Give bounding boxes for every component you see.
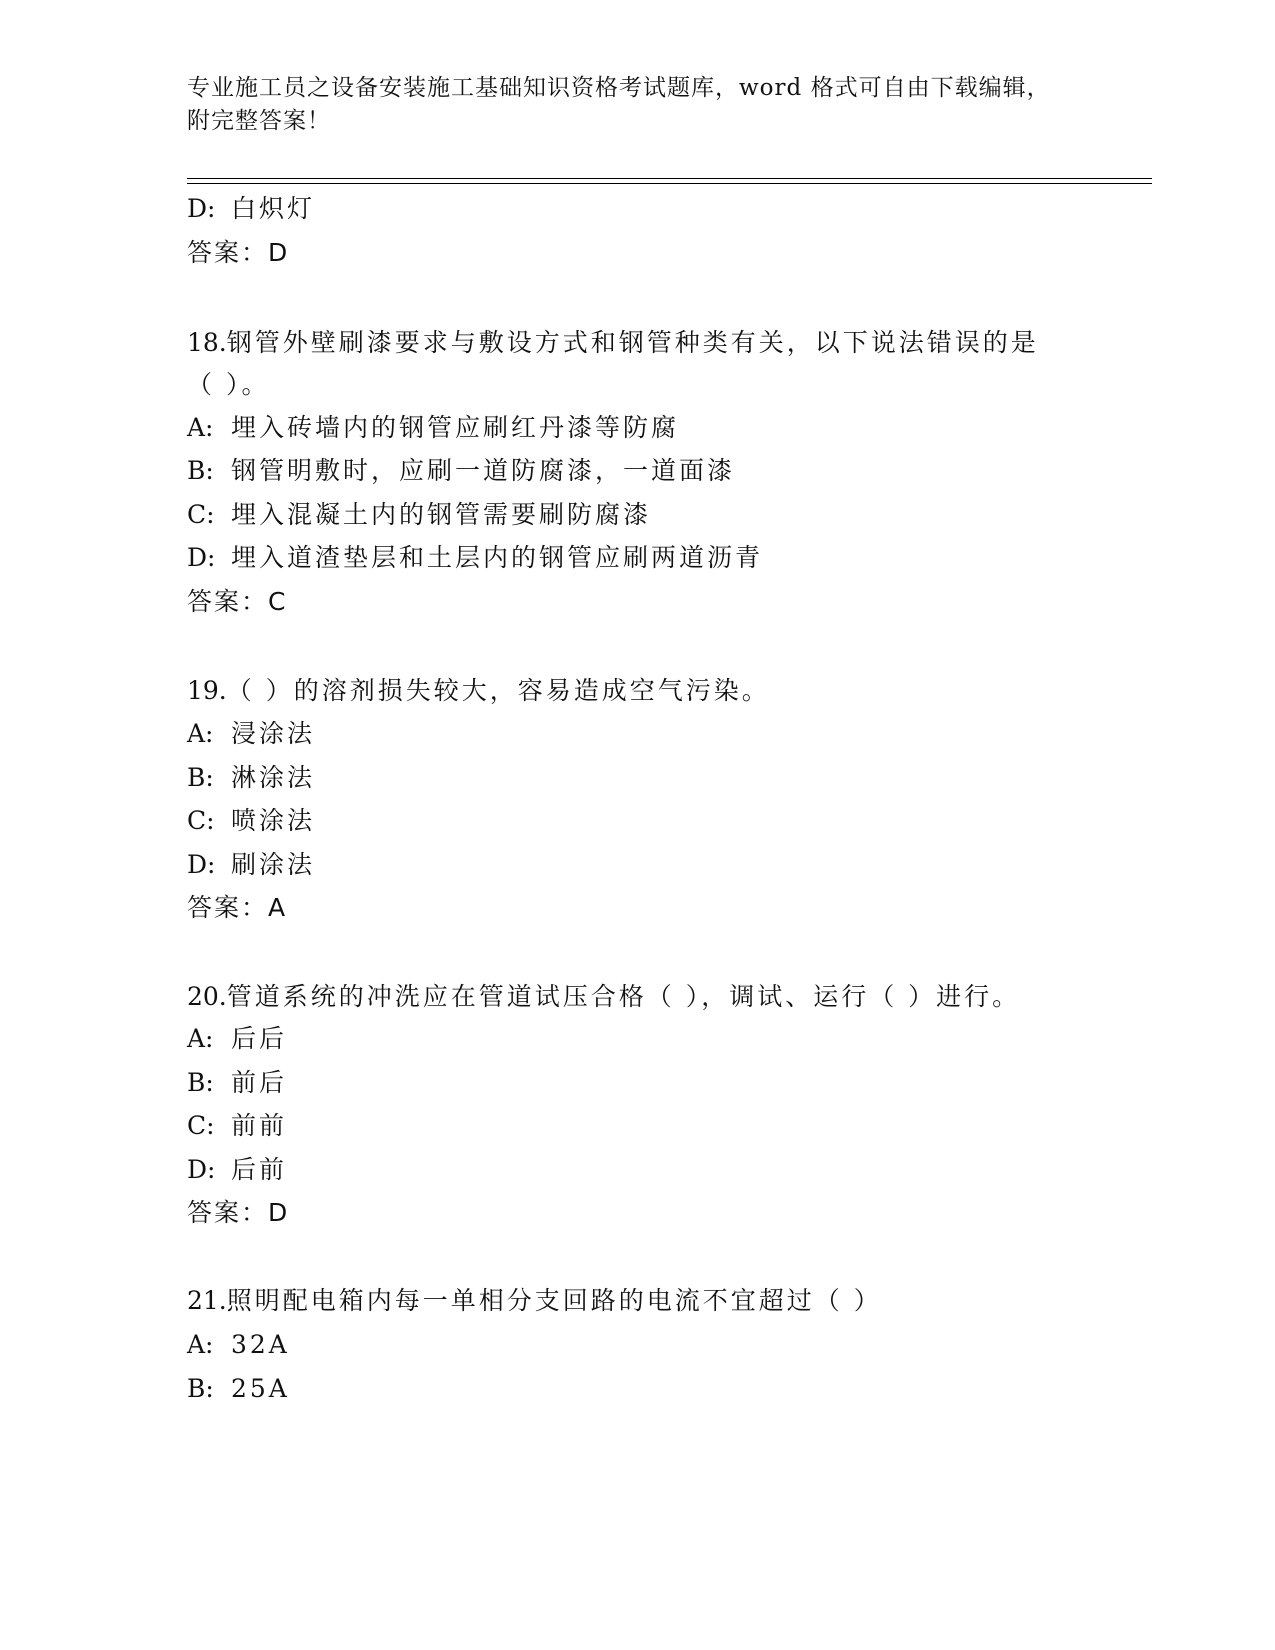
option-letter: A: xyxy=(187,413,214,442)
question-20-option-b xyxy=(187,1067,287,1099)
option-letter: D: xyxy=(187,194,216,223)
question-18-option-c xyxy=(187,499,651,531)
option-letter: A: xyxy=(187,1330,214,1359)
option-letter: B: xyxy=(187,456,214,485)
question-18-stem-cont: （ ）。 xyxy=(187,370,270,399)
option-letter: B: xyxy=(187,763,214,792)
question-20-option-a xyxy=(187,1023,287,1055)
question-19-stem xyxy=(187,675,770,707)
question-19-answer: 答案：A xyxy=(187,893,288,922)
question-20-stem xyxy=(187,981,1020,1013)
question-19-option-a xyxy=(187,718,315,750)
question-19-option-c xyxy=(187,805,315,837)
question-18-option-d xyxy=(187,542,763,574)
question-text: 照明配电箱内每一单相分支回路的电流不宜超过（ ） xyxy=(226,1286,882,1315)
question-text: （ ）的溶剂损失较大，容易造成空气污染。 xyxy=(226,676,770,705)
question-18-option-b xyxy=(187,455,735,487)
question-18-answer: 答案：C xyxy=(187,587,288,616)
option-text: 喷涂法 xyxy=(231,806,316,835)
header-divider-top xyxy=(187,178,1152,179)
header-line-2: 附完整答案！ xyxy=(187,108,331,134)
document-header xyxy=(187,72,1067,138)
option-text: 钢管明敷时，应刷一道防腐漆，一道面漆 xyxy=(231,456,736,485)
option-text: 埋入道渣垫层和土层内的钢管应刷两道沥青 xyxy=(231,543,764,572)
option-letter: C: xyxy=(187,806,215,835)
option-text: 埋入砖墙内的钢管应刷红丹漆等防腐 xyxy=(231,413,680,442)
option-text: 前后 xyxy=(231,1068,288,1097)
question-20-answer: 答案：D xyxy=(187,1198,290,1227)
question-text: 管道系统的冲洗应在管道试压合格（ ），调试、运行（ ）进行。 xyxy=(226,982,1021,1011)
question-number: 20. xyxy=(187,982,227,1011)
question-19-option-d xyxy=(187,849,315,881)
option-letter: D: xyxy=(187,850,216,879)
option-letter: C: xyxy=(187,1111,215,1140)
question-18-stem xyxy=(187,327,1039,359)
answer-previous: 答案：D xyxy=(187,238,290,267)
question-20-option-c xyxy=(187,1110,287,1142)
option-letter: C: xyxy=(187,500,215,529)
option-d-previous xyxy=(187,193,315,225)
question-number: 19. xyxy=(187,676,227,705)
question-number: 18. xyxy=(187,328,227,357)
option-text: 后后 xyxy=(231,1024,288,1053)
option-text: 后前 xyxy=(231,1155,288,1184)
option-text: 25A xyxy=(231,1374,290,1403)
header-line-1: 专业施工员之设备安装施工基础知识资格考试题库，word 格式可自由下载编辑， xyxy=(187,75,1051,101)
option-letter: B: xyxy=(187,1068,214,1097)
question-number: 21. xyxy=(187,1286,227,1315)
option-letter: A: xyxy=(187,1024,214,1053)
question-18-option-a xyxy=(187,412,679,444)
header-divider-bottom xyxy=(187,183,1152,184)
option-text: 32A xyxy=(231,1330,290,1359)
option-letter: A: xyxy=(187,719,214,748)
option-text: 淋涂法 xyxy=(231,763,316,792)
question-19-option-b xyxy=(187,762,315,794)
option-text: 刷涂法 xyxy=(231,850,316,879)
question-20-option-d xyxy=(187,1154,287,1186)
question-21-option-a xyxy=(187,1329,290,1361)
question-text: 钢管外壁刷漆要求与敷设方式和钢管种类有关，以下说法错误的是 xyxy=(226,328,1039,357)
question-21-option-b xyxy=(187,1373,290,1405)
option-letter: B: xyxy=(187,1374,214,1403)
option-letter: D: xyxy=(187,1155,216,1184)
option-text: 埋入混凝土内的钢管需要刷防腐漆 xyxy=(231,500,652,529)
option-text: 前前 xyxy=(231,1111,288,1140)
question-21-stem xyxy=(187,1285,882,1317)
option-text: 浸涂法 xyxy=(231,719,316,748)
option-text: 白炽灯 xyxy=(231,194,316,223)
option-letter: D: xyxy=(187,543,216,572)
